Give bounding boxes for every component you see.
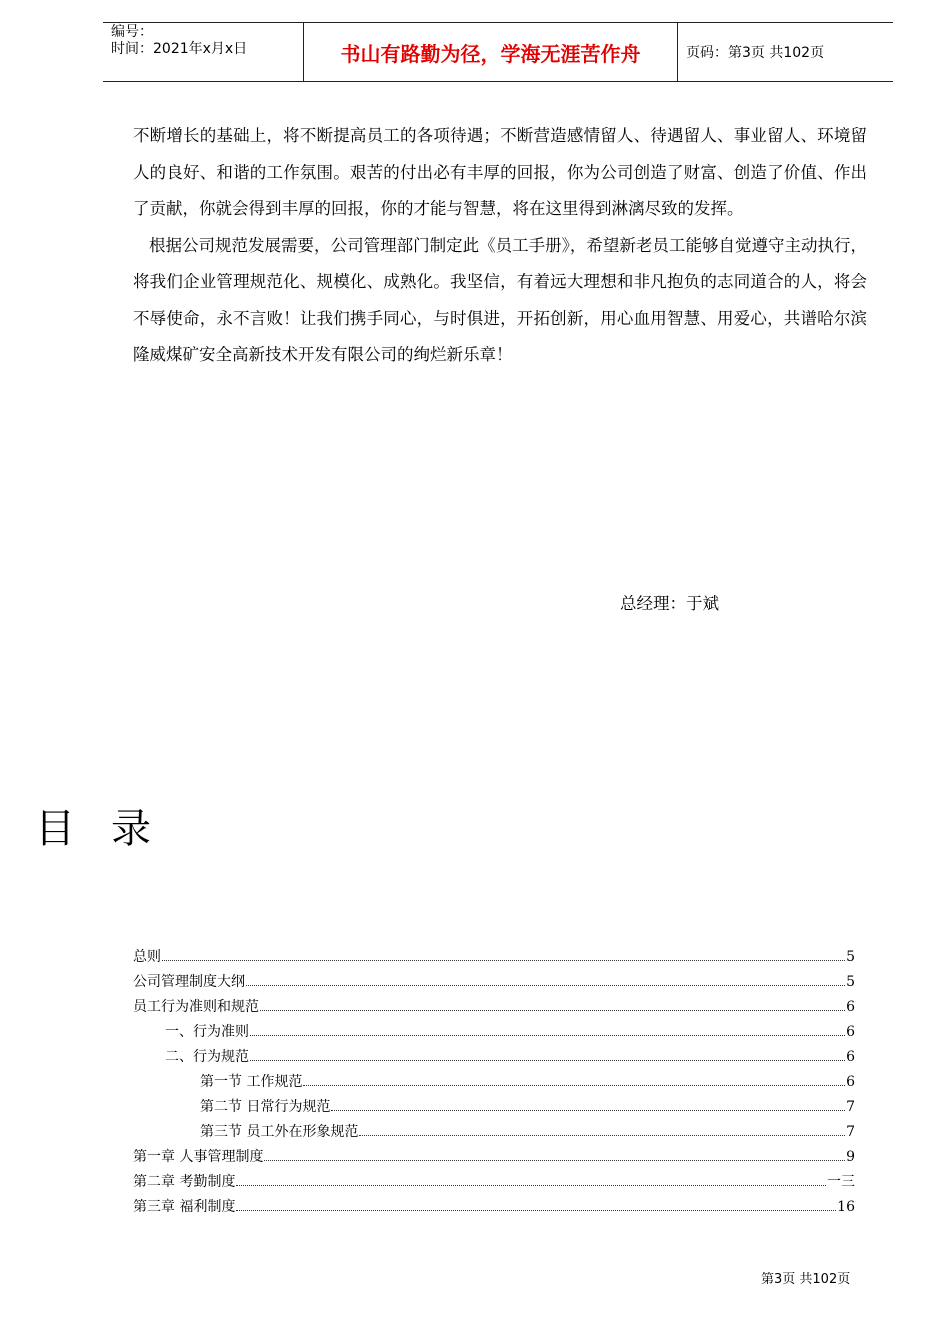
toc-entry-page: 6 bbox=[846, 1074, 855, 1090]
toc-leader-dots bbox=[246, 968, 845, 986]
time-label: 时间：2021年x月x日 bbox=[111, 41, 248, 57]
table-of-contents bbox=[133, 943, 855, 1218]
toc-entry-label: 第二章 考勤制度 bbox=[133, 1174, 236, 1190]
toc-entry-page: 7 bbox=[846, 1124, 855, 1140]
toc-entry[interactable] bbox=[133, 943, 855, 968]
toc-entry[interactable] bbox=[133, 1068, 855, 1093]
toc-leader-dots bbox=[303, 1068, 845, 1086]
toc-leader-dots bbox=[250, 1043, 845, 1061]
toc-entry-label: 第二节 日常行为规范 bbox=[200, 1099, 331, 1115]
toc-entry[interactable] bbox=[133, 1018, 855, 1043]
toc-entry-label: 一、行为准则 bbox=[165, 1024, 249, 1040]
letter-body bbox=[133, 118, 867, 374]
toc-entry[interactable] bbox=[133, 1193, 855, 1218]
toc-entry-label: 二、行为规范 bbox=[165, 1049, 249, 1065]
toc-entry[interactable] bbox=[133, 968, 855, 993]
header-page-info: 页码：第3页 共102页 bbox=[686, 45, 825, 61]
toc-title: 目录 bbox=[35, 806, 187, 852]
toc-leader-dots bbox=[236, 1193, 836, 1211]
toc-entry[interactable] bbox=[133, 993, 855, 1018]
toc-entry[interactable] bbox=[133, 1118, 855, 1143]
toc-entry-label: 第一节 工作规范 bbox=[200, 1074, 303, 1090]
toc-entry-label: 第三节 员工外在形象规范 bbox=[200, 1124, 359, 1140]
toc-leader-dots bbox=[260, 993, 845, 1011]
toc-entry-page: 5 bbox=[846, 949, 855, 965]
toc-entry-page: 6 bbox=[846, 999, 855, 1015]
toc-leader-dots bbox=[236, 1168, 826, 1186]
toc-entry-page: 7 bbox=[846, 1099, 855, 1115]
toc-entry-page: 5 bbox=[846, 974, 855, 990]
paragraph: 根据公司规范发展需要，公司管理部门制定此《员工手册》，希望新老员工能够自觉遵守主动执行，将我们企业管理规范化、规模化、成熟化。我坚信，有着远大理想和非凡抱负的志同道合的人，将会不辱使命，永不言败！让我们携手同心，与时俱进，开拓创新，用心血用智慧、用爱心，共谱哈尔滨隆威煤矿安全高新技术开发有限公司的绚烂新乐章！ bbox=[133, 235, 867, 364]
toc-entry[interactable] bbox=[133, 1143, 855, 1168]
toc-entry-label: 公司管理制度大纲 bbox=[133, 974, 245, 990]
toc-leader-dots bbox=[250, 1018, 845, 1036]
header-motto: 书山有路勤为径，学海无涯苦作舟 bbox=[304, 23, 678, 81]
toc-entry-page: 6 bbox=[846, 1049, 855, 1065]
header-meta bbox=[103, 23, 304, 81]
page-header bbox=[103, 22, 893, 82]
toc-entry-page: 9 bbox=[846, 1149, 855, 1165]
number-label: 编号： bbox=[111, 24, 153, 40]
toc-entry-label: 员工行为准则和规范 bbox=[133, 999, 259, 1015]
toc-entry-label: 第一章 人事管理制度 bbox=[133, 1149, 264, 1165]
toc-entry-label: 第三章 福利制度 bbox=[133, 1199, 236, 1215]
toc-entry-label: 总则 bbox=[133, 949, 161, 965]
toc-leader-dots bbox=[359, 1118, 845, 1136]
toc-leader-dots bbox=[264, 1143, 845, 1161]
toc-entry[interactable] bbox=[133, 1043, 855, 1068]
toc-entry-page: 一三 bbox=[827, 1174, 855, 1190]
toc-leader-dots bbox=[331, 1093, 845, 1111]
toc-entry[interactable] bbox=[133, 1168, 855, 1193]
toc-entry[interactable] bbox=[133, 1093, 855, 1118]
page-footer: 第3页 共102页 bbox=[761, 1272, 851, 1287]
toc-leader-dots bbox=[162, 943, 845, 961]
toc-entry-page: 6 bbox=[846, 1024, 855, 1040]
paragraph: 不断增长的基础上，将不断提高员工的各项待遇；不断营造感情留人、待遇留人、事业留人、环境留人的良好、和谐的工作氛围。艰苦的付出必有丰厚的回报，你为公司创造了财富、创造了价值、作出了贡献，你就会得到丰厚的回报，你的才能与智慧，将在这里得到淋漓尽致的发挥。 bbox=[133, 126, 867, 218]
toc-entry-page: 16 bbox=[837, 1199, 855, 1215]
signature: 总经理：于斌 bbox=[620, 594, 719, 613]
